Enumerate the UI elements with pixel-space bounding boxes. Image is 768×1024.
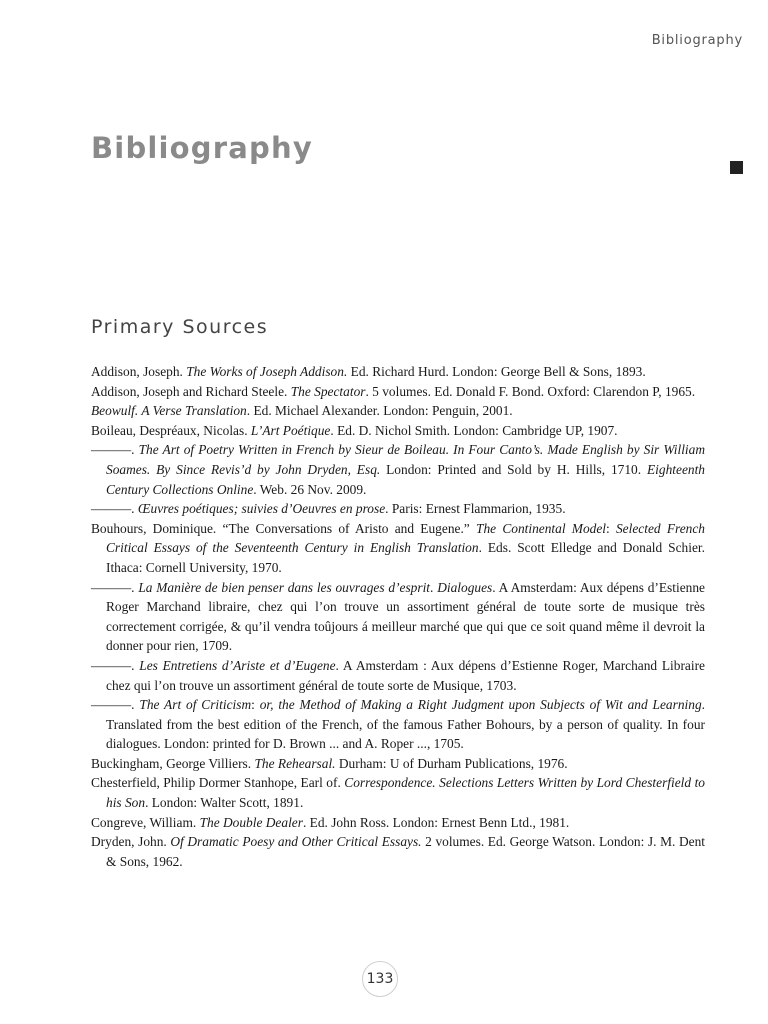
entry-text: . Ed. Michael Alexander. London: Penguin, 2001. bbox=[246, 403, 513, 419]
entry-text: Congreve, William. bbox=[91, 814, 200, 830]
entry-text: Durham: U of Durham Publications, 1976. bbox=[335, 755, 568, 771]
entry-text: . London: Walter Scott, 1891. bbox=[145, 795, 304, 811]
entry-title-italic: Dialogues bbox=[437, 579, 493, 595]
entry-text: Buckingham, George Villiers. bbox=[91, 755, 255, 771]
entry-title-italic: The Rehearsal. bbox=[254, 755, 336, 771]
page-number: 133 bbox=[362, 961, 398, 997]
entry-text: . A Amsterdam : Aux dépens d’Estienne Roger, Marchand Libraire chez qui l’on trouve un assortiment général de toute sorte de Musique, 1703. bbox=[106, 657, 705, 693]
entry-title-italic: La Manière de bien penser dans les ouvrages d’esprit bbox=[138, 579, 431, 595]
entry-text: 2 volumes. Ed. George Watson. London: J. M. Dent & Sons, 1962. bbox=[106, 834, 705, 869]
entry-title-italic: Eighteenth Century Collections Online bbox=[106, 461, 705, 497]
chapter-marker bbox=[730, 161, 743, 174]
entry-title-italic: The Art of Poetry Written in French by Sieur de Boileau. In Four Canto’s. Made English by Sir William Soames. By Since Revis’d by John Dryden, Esq. bbox=[106, 442, 705, 477]
entry-title-italic: Selected French Critical Essays of the Seventeenth Century in English Translation bbox=[106, 520, 705, 556]
entry-text: London: Printed and Sold by H. Hills, 1710. bbox=[380, 461, 647, 477]
entry-title-italic: Les Entretiens d’Ariste et d’Eugene bbox=[139, 657, 336, 673]
entry-title-italic: Correspondence. Selections Letters Written by Lord Chesterfield to his Son bbox=[106, 775, 705, 811]
bibliography-entry bbox=[91, 362, 705, 382]
entry-text: . A Amsterdam: Aux dépens d’Estienne Roger Marchand libraire, chez qui l’on trouve un assortiment général de toute sorte de musique très correctement corrigée, & qu’il vendra toûjours á meilleur marché que qui que ce soit quand même il devroit la donner pour rien, 1709. bbox=[106, 579, 705, 654]
entry-text: Addison, Joseph. bbox=[91, 364, 187, 379]
entry-title-italic: The Double Dealer bbox=[199, 814, 303, 830]
entry-text: . 5 volumes. Ed. Donald F. Bond. Oxford: Clarendon P, 1965. bbox=[365, 383, 696, 399]
chapter-title: Bibliography bbox=[91, 131, 313, 165]
entry-title-italic: Beowulf. A Verse Translation bbox=[91, 403, 247, 419]
entry-text: Boileau, Despréaux, Nicolas. bbox=[91, 422, 251, 438]
entry-text: . Web. 26 Nov. 2009. bbox=[253, 481, 367, 497]
bibliography-entry bbox=[91, 401, 705, 421]
bibliography-entry bbox=[91, 440, 705, 499]
entry-text: ———. bbox=[91, 442, 139, 458]
entry-title-italic: or, the Method of Making a Right Judgment upon Subjects of Wit and Learning bbox=[259, 697, 702, 713]
entry-text: . Translated from the best edition of the French, of the famous Father Bohours, by a person of quality. In four dialogues. London: printed for D. Brown ... and A. Roper ..., 1705. bbox=[106, 697, 705, 752]
bibliography-entry bbox=[91, 656, 705, 695]
entry-text: Chesterfield, Philip Dormer Stanhope, Earl of. bbox=[91, 775, 345, 791]
entry-title-italic: Of Dramatic Poesy and Other Critical Essays. bbox=[170, 834, 422, 850]
entry-text: Addison, Joseph and Richard Steele. bbox=[91, 383, 291, 399]
entry-text: ———. bbox=[91, 579, 139, 595]
entry-title-italic: L’Art Poétique bbox=[250, 422, 331, 438]
entry-title-italic: Œuvres poétiques; suivies d’Oeuvres en prose bbox=[137, 501, 386, 517]
entry-text: . Eds. Scott Elledge and Donald Schier. Ithaca: Cornell University, 1970. bbox=[106, 540, 705, 575]
bibliography-entry bbox=[91, 832, 705, 871]
bibliography-entry bbox=[91, 754, 705, 774]
bibliography-entry bbox=[91, 773, 705, 812]
entry-text: : bbox=[606, 520, 616, 536]
entry-title-italic: The Continental Model bbox=[476, 520, 607, 536]
bibliography-entry bbox=[91, 813, 705, 833]
entry-text: Ed. Richard Hurd. London: George Bell & Sons, 1893. bbox=[347, 364, 646, 379]
bibliography-entry bbox=[91, 421, 705, 441]
entry-text: : bbox=[251, 697, 260, 713]
bibliography-entry bbox=[91, 382, 705, 402]
section-title: Primary Sources bbox=[91, 316, 269, 338]
entry-text: Bouhours, Dominique. “The Conversations of Aristo and Eugene.” bbox=[91, 520, 476, 536]
entry-text: . Ed. D. Nichol Smith. London: Cambridge UP, 1907. bbox=[330, 422, 618, 438]
bibliography-list bbox=[91, 362, 705, 871]
entry-text: . Ed. John Ross. London: Ernest Benn Ltd., 1981. bbox=[302, 814, 570, 830]
entry-text: ———. bbox=[91, 697, 140, 713]
bibliography-entry bbox=[91, 519, 705, 578]
running-header: Bibliography bbox=[651, 33, 743, 48]
entry-text: . bbox=[430, 579, 438, 595]
bibliography-entry bbox=[91, 695, 705, 754]
entry-text: ———. bbox=[91, 657, 140, 673]
entry-title-italic: The Works of Joseph Addison. bbox=[186, 364, 348, 379]
entry-text: ———. bbox=[91, 501, 138, 517]
entry-text: Dryden, John. bbox=[91, 834, 171, 850]
bibliography-entry bbox=[91, 499, 705, 519]
entry-title-italic: The Art of Criticism bbox=[139, 697, 252, 713]
entry-text: . Paris: Ernest Flammarion, 1935. bbox=[385, 501, 566, 517]
entry-title-italic: The Spectator bbox=[290, 383, 366, 399]
bibliography-entry bbox=[91, 578, 705, 656]
